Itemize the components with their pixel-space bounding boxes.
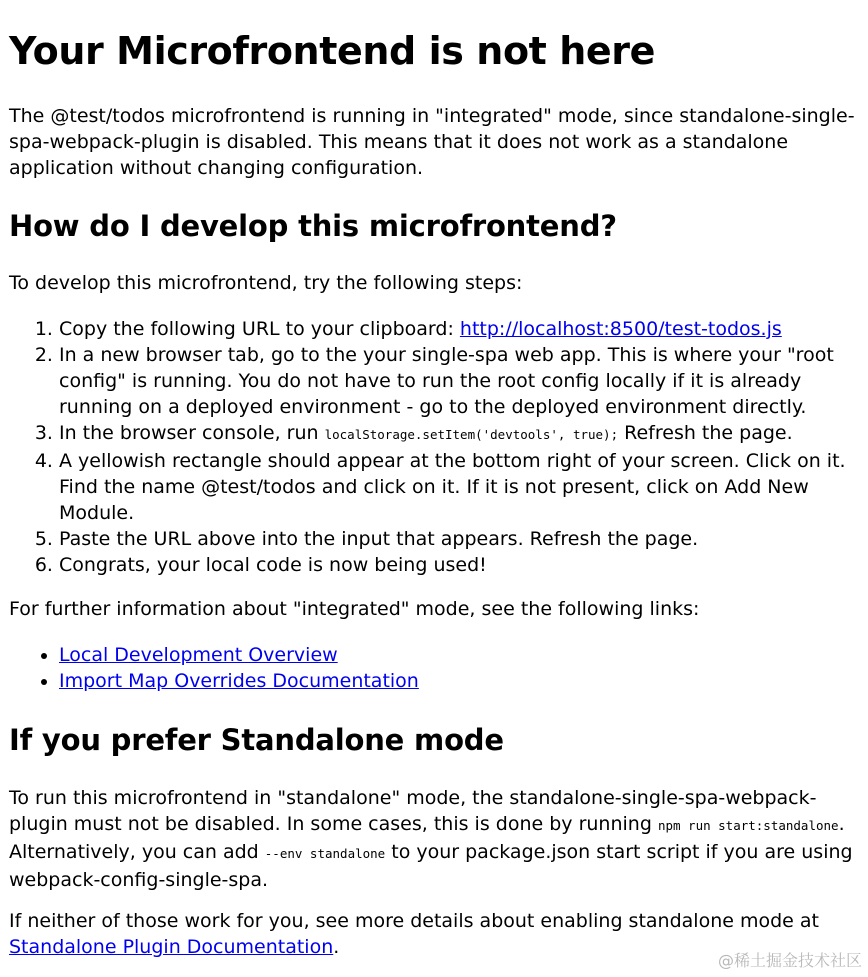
develop-lead: To develop this microfrontend, try the following steps: <box>9 272 523 294</box>
standalone-text-b: . Alternatively, you can add <box>9 813 845 863</box>
standalone-paragraph <box>9 785 861 893</box>
intro-paragraph: The @test/todos microfrontend is running in "integrated" mode, since standalone-single-spa-webpack-plugin is disabled. This means that it does not work as a standalone application without changing configuration. <box>9 105 855 179</box>
step-6: 6. Congrats, your local code is now being used! <box>59 552 861 578</box>
step-3 <box>59 420 861 448</box>
further-links-list <box>9 642 861 694</box>
step-4: 4. A yellowish rectangle should appear at the bottom right of your screen. Click on it. Find the name @test/todos and click on it. If it is not present, click on Add New Module. <box>59 448 861 526</box>
step-3-text: In the browser console, run <box>59 422 325 444</box>
standalone-text-c: to your package.json start script if you are using webpack-config-single-spa. <box>9 841 853 891</box>
standalone-heading: If you prefer Standalone mode <box>9 723 504 757</box>
standalone-plugin-docs-link[interactable]: Standalone Plugin Documentation <box>9 936 334 958</box>
watermark-text: @稀土掘金技术社区 <box>717 951 862 970</box>
develop-heading: How do I develop this microfrontend? <box>9 209 617 243</box>
standalone-docs-text: If neither of those work for you, see more details about enabling standalone mode at <box>9 910 819 932</box>
link-item-import-map <box>59 668 861 694</box>
step-1-text: Copy the following URL to your clipboard: <box>59 318 460 340</box>
npm-command-code: npm run start:standalone <box>657 818 839 833</box>
step-5: 5. Paste the URL above into the input that appears. Refresh the page. <box>59 526 861 552</box>
import-map-overrides-link[interactable]: Import Map Overrides Documentation <box>59 670 419 692</box>
link-item-local-dev <box>59 642 861 668</box>
env-flag-code: --env standalone <box>264 846 386 861</box>
page-title: Your Microfrontend is not here <box>9 29 655 73</box>
step-1 <box>59 316 861 342</box>
step-2: 2. In a new browser tab, go to the your single-spa web app. This is where your "root config" is running. You do not have to run the root config locally if it is already running on a deployed environment - go to the deployed environment directly. <box>59 342 861 420</box>
step-3-after: Refresh the page. <box>618 422 793 444</box>
local-development-overview-link[interactable]: Local Development Overview <box>59 644 338 666</box>
standalone-text-a: To run this microfrontend in "standalone" mode, the standalone-single-spa-webpack-plugin must not be disabled. In some cases, this is done by running <box>9 787 817 835</box>
further-lead: For further information about "integrated" mode, see the following links: <box>9 598 700 620</box>
bundle-url-link[interactable]: http://localhost:8500/test-todos.js <box>459 318 782 340</box>
standalone-docs-period: . <box>333 936 340 958</box>
develop-steps-list <box>9 316 861 578</box>
devtools-code: localStorage.setItem('devtools', true); <box>324 427 619 442</box>
